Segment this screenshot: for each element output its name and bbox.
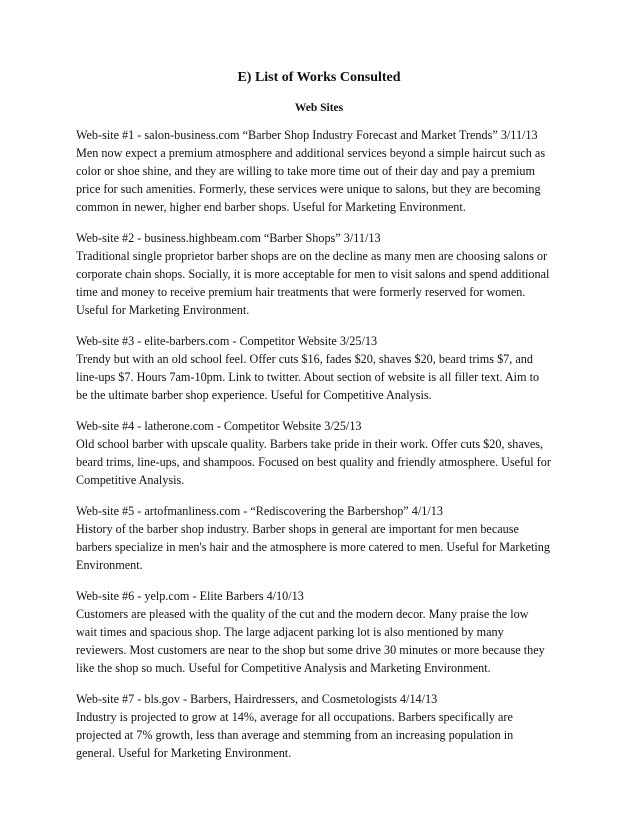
website-entry-1 [76, 126, 576, 216]
entry-citation: Web-site #1 - salon-business.com “Barber Shop Industry Forecast and Market Trends” 3/11/13 [76, 128, 538, 142]
entry-text-line: Useful for Marketing Environment. [76, 303, 250, 317]
entry-text-line: price for such amenities. Formerly, these services were unique to salons, but they are becoming [76, 182, 541, 196]
entry-text-line: corporate chain shops. Socially, it is more acceptable for men to visit salons and spend additional [76, 267, 550, 281]
entry-text-line: barbers specialize in men's hair and the atmosphere is more catered to men. Useful for Marketing [76, 540, 550, 554]
website-entry-6 [76, 587, 576, 677]
entry-citation: Web-site #3 - elite-barbers.com - Competitor Website 3/25/13 [76, 334, 378, 348]
entry-citation: Web-site #2 - business.highbeam.com “Barber Shops” 3/11/13 [76, 231, 381, 245]
website-entry-4 [76, 417, 576, 489]
entry-text-line: color or shoe shine, and they are willing to take more time out of their day and pay a premium [76, 164, 535, 178]
entry-citation: Web-site #6 - yelp.com - Elite Barbers 4/10/13 [76, 589, 304, 603]
entry-text-line: general. Useful for Marketing Environment. [76, 746, 292, 760]
entry-text-line: Industry is projected to grow at 14%, average for all occupations. Barbers specifically are [76, 710, 513, 724]
website-entry-7 [76, 690, 576, 762]
entry-text-line: Old school barber with upscale quality. Barbers take pride in their work. Offer cuts $20, shaves, [76, 437, 544, 451]
entry-text-line: time and money to receive premium hair treatments that were formerly reserved for women. [76, 285, 526, 299]
website-entry-3 [76, 332, 576, 404]
entry-text-line: wait times and spacious shop. The large adjacent parking lot is also mentioned by many [76, 625, 504, 639]
works-consulted-list [76, 126, 576, 775]
entry-text-line: like the shop so much. Useful for Competitive Analysis and Marketing Environment. [76, 661, 491, 675]
entry-citation: Web-site #4 - latherone.com - Competitor Website 3/25/13 [76, 419, 362, 433]
entry-text-line: projected at 7% growth, less than average and stemming from an increasing population in [76, 728, 514, 742]
entry-text-line: beard trims, line-ups, and shampoos. Focused on best quality and friendly atmosphere. Useful for [76, 455, 551, 469]
page-title: E) List of Works Consulted [237, 70, 401, 85]
entry-text-line: Environment. [76, 558, 143, 572]
entry-text-line: Customers are pleased with the quality of the cut and the modern decor. Many praise the low [76, 607, 529, 621]
entry-text-line: Trendy but with an old school feel. Offer cuts $16, fades $20, shaves $20, beard trims $7, and [76, 352, 533, 366]
entry-text-line: Men now expect a premium atmosphere and additional services beyond a simple haircut such as [76, 146, 546, 160]
entry-text-line: reviewers. Most customers are near to the shop but some drive 30 minutes or more because they [76, 643, 545, 657]
website-entry-5 [76, 502, 576, 574]
entry-text-line: History of the barber shop industry. Barber shops in general are important for men because [76, 522, 519, 536]
entry-text-line: common in newer, higher end barber shops. Useful for Marketing Environment. [76, 200, 466, 214]
section-heading: Web Sites [294, 102, 344, 114]
entry-text-line: Traditional single proprietor barber shops are on the decline as many men are choosing salons or [76, 249, 548, 263]
entry-text-line: Competitive Analysis. [76, 473, 185, 487]
entry-text-line: line-ups $7. Hours 7am-10pm. Link to twitter. About section of website is all filler text. Aim to [76, 370, 540, 384]
website-entry-2 [76, 229, 576, 319]
entry-citation: Web-site #7 - bls.gov - Barbers, Hairdressers, and Cosmetologists 4/14/13 [76, 692, 438, 706]
entry-text-line: be the ultimate barber shop experience. Useful for Competitive Analysis. [76, 388, 432, 402]
entry-citation: Web-site #5 - artofmanliness.com - “Rediscovering the Barbershop” 4/1/13 [76, 504, 443, 518]
